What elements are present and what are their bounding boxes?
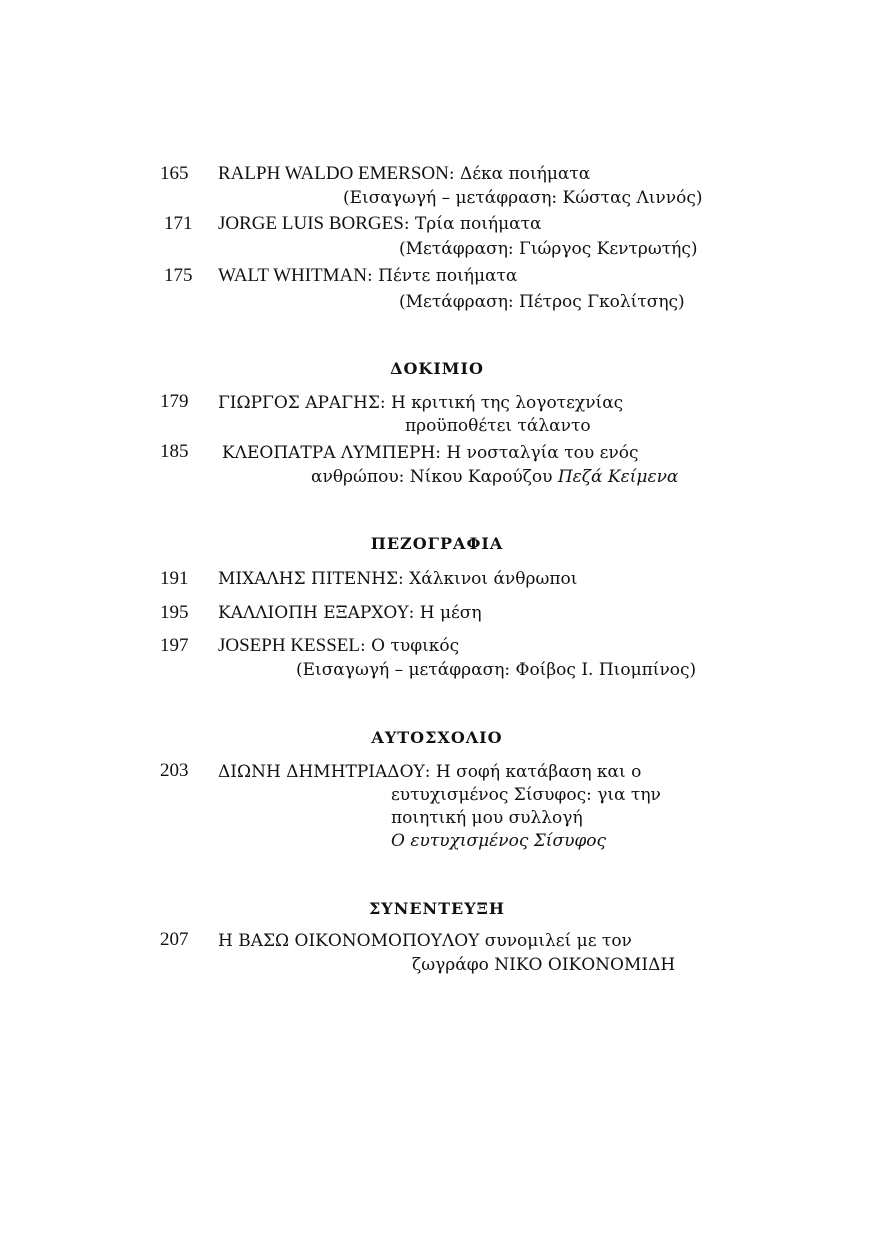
entry-title-line: ΔΙΩΝΗ ΔΗΜΗΤΡΙΑΔΟΥ: Η σοφή κατάβαση και ο <box>218 762 642 782</box>
entry-author: JOSEPH KESSEL <box>218 635 360 656</box>
page-number: 207 <box>160 929 189 950</box>
entry-note: (Εισαγωγή – μετάφραση: Κώστας Λιννός) <box>343 188 703 208</box>
page-number: 171 <box>164 213 193 234</box>
entry-title-continuation: ευτυχισμένος Σίσυφος: για την <box>391 785 661 805</box>
section-heading-prose: ΠΕΖΟΓΡΑΦΙΑ <box>370 534 504 553</box>
page-number: 185 <box>160 441 189 462</box>
entry-note: (Μετάφραση: Πέτρος Γκολίτσης) <box>399 292 685 312</box>
entry-note: (Εισαγωγή – μετάφραση: Φοίβος Ι. Πιομπίνος) <box>296 660 697 680</box>
page-number: 165 <box>160 163 189 184</box>
page-number: 175 <box>164 265 193 286</box>
entry-book-title: Πεζά Κείμενα <box>557 467 679 487</box>
entry-title: : Πέντε ποιήματα <box>367 266 518 286</box>
entry-author: RALPH WALDO EMERSON <box>218 163 449 184</box>
page-number: 197 <box>160 635 189 656</box>
entry-author: WALT WHITMAN <box>218 265 368 286</box>
section-heading-interview: ΣΥΝΕΝΤΕΥΞΗ <box>368 899 506 918</box>
entry-title-continuation <box>311 465 678 489</box>
entry-title-line: ΓΙΩΡΓΟΣ ΑΡΑΓΗΣ: Η κριτική της λογοτεχνίας <box>218 393 624 413</box>
entry-note: (Μετάφραση: Γιώργος Κεντρωτής) <box>399 239 698 259</box>
entry-title: : Δέκα ποιήματα <box>448 164 591 184</box>
entry-title-line: Η ΒΑΣΩ ΟΙΚΟΝΟΜΟΠΟΥΛΟΥ συνομιλεί με τον <box>218 931 632 951</box>
entry-title-line <box>218 212 542 236</box>
entry-title-line <box>218 162 590 186</box>
entry-title-continuation: ποιητική μου συλλογή <box>391 808 583 828</box>
entry-book-title: Ο ευτυχισμένος Σίσυφος <box>391 831 607 851</box>
page-number: 179 <box>160 391 189 412</box>
entry-subtitle-text: ανθρώπου: Νίκου Καρούζου <box>311 467 558 487</box>
page-number: 195 <box>160 602 189 623</box>
entry-title-line: ΚΛΕΟΠΑΤΡΑ ΛΥΜΠΕΡΗ: Η νοσταλγία του ενός <box>222 443 639 463</box>
entry-title-continuation: ζωγράφο ΝΙΚΟ ΟΙΚΟΝΟΜΙΔΗ <box>412 955 676 975</box>
entry-title-line: ΚΑΛΛΙΟΠΗ ΕΞΑΡΧΟΥ: Η μέση <box>218 603 482 623</box>
entry-title-line: ΜΙΧΑΛΗΣ ΠΙΤΕΝΗΣ: Χάλκινοι άνθρωποι <box>218 569 578 589</box>
section-heading-essay: ΔΟΚΙΜΙΟ <box>390 359 484 378</box>
entry-title-line <box>218 264 517 288</box>
entry-title-line <box>218 634 459 658</box>
entry-title: : Τρία ποιήματα <box>403 214 542 234</box>
section-heading-self-commentary: ΑΥΤΟΣΧΟΛΙΟ <box>371 728 503 747</box>
entry-title: : Ο τυφικός <box>360 636 460 656</box>
page-number: 191 <box>160 568 189 589</box>
page-number: 203 <box>160 760 189 781</box>
entry-author: JORGE LUIS BORGES <box>218 213 404 234</box>
entry-title-continuation: προϋποθέτει τάλαντο <box>405 416 591 436</box>
